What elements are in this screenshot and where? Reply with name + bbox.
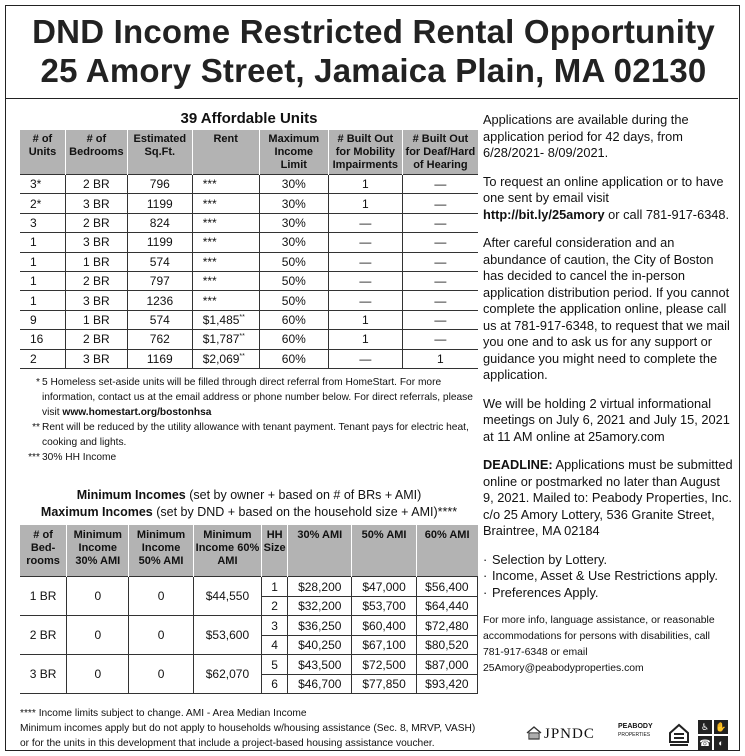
table-cell-a60: $93,420	[416, 674, 477, 694]
table-cell-units: 16	[20, 330, 65, 349]
col-bedrooms: # of Bedrooms	[65, 130, 127, 175]
col-sqft: Estimated Sq.Ft.	[127, 130, 192, 175]
note-mark: ***	[28, 451, 40, 463]
table-cell-a60: $80,520	[416, 635, 477, 655]
table-cell-rent	[192, 310, 259, 329]
rent-value: ***	[202, 177, 217, 192]
wheelchair-icon: ♿	[698, 720, 712, 734]
col-ami-50: 50% AMI	[352, 525, 416, 577]
table-cell-hh: 3	[262, 616, 288, 636]
table-cell-a60: $72,480	[416, 616, 477, 636]
table-cell-a60: $56,400	[416, 577, 477, 597]
table-cell-mobility: 1	[328, 194, 402, 213]
table-cell-sqft: 1199	[127, 194, 192, 213]
table-cell-sqft: 574	[127, 310, 192, 329]
table-row	[20, 252, 478, 271]
sign-language-icon: ✋	[715, 722, 727, 732]
table-cell-bedrooms: 3 BR	[65, 349, 127, 368]
application-link[interactable]: http://bit.ly/25amory	[483, 206, 605, 222]
table-cell-rent	[192, 271, 259, 290]
table-cell-units: 3	[20, 213, 65, 232]
table-cell-deaf: —	[402, 330, 478, 349]
table-cell-units: 1	[20, 252, 65, 271]
table-cell-sqft: 574	[127, 252, 192, 271]
table-cell-bedrooms: 1 BR	[65, 252, 127, 271]
income-table	[20, 525, 478, 695]
page-title	[6, 12, 741, 90]
table-cell-a50: $47,000	[352, 577, 416, 597]
table-cell-limit: 60%	[259, 330, 328, 349]
max-income-heading	[20, 504, 478, 521]
jpndc-logo	[526, 726, 595, 743]
table-cell-bedrooms: 2 BR	[65, 330, 127, 349]
rent-value: $1,485	[202, 312, 240, 327]
table-cell-sqft: 1236	[127, 291, 192, 310]
col-deaf: # Built Out for Deaf/Hard of Hearing	[402, 130, 478, 175]
col-ami-60: 60% AMI	[416, 525, 477, 577]
table-cell-a30: $32,200	[288, 596, 352, 616]
table-cell-hh: 6	[262, 674, 288, 694]
requirements-list	[483, 552, 733, 602]
table-cell-deaf: —	[402, 291, 478, 310]
meetings-text: We will be holding 2 virtual informational meetings on July 6, 2021 and July 15, 2021 at 11 AM online at 25amory.com	[483, 395, 730, 444]
table-cell-rent	[192, 194, 259, 213]
table-cell-bedrooms: 2 BR	[65, 175, 127, 194]
right-column	[483, 112, 733, 689]
income-footnotes	[20, 706, 478, 751]
table-cell-deaf: —	[402, 252, 478, 271]
table-row	[20, 310, 478, 329]
table-cell-rent	[192, 252, 259, 271]
list-item: · Income, Asset & Use Restrictions apply.	[483, 568, 733, 585]
table-row	[20, 616, 478, 636]
min-income-heading	[20, 487, 478, 504]
table-cell-bedrooms: 1 BR	[65, 310, 127, 329]
rent-mark: **	[239, 352, 245, 360]
title-line-2: 25 Amory Street, Jamaica Plain, MA 02130	[40, 52, 707, 89]
table-cell-a50: $60,400	[352, 616, 416, 636]
footnote-minimums: Minimum incomes apply but do not apply to households w/housing assistance (Sec. 8, MRVP, VASH) or for the units in this development that include a project-based housing assistance voucher.	[20, 723, 476, 750]
table-cell-a60: $87,000	[416, 655, 477, 675]
table-cell-limit: 60%	[259, 349, 328, 368]
table-cell-rent	[192, 233, 259, 252]
table-cell-bedrooms: 3 BR	[65, 194, 127, 213]
min-income-rest: (set by owner + based on # of BRs + AMI)	[185, 487, 422, 502]
col-min-30: Minimum Income 30% AMI	[67, 525, 129, 577]
table-cell-min60: $53,600	[193, 616, 261, 655]
table-cell-units: 1	[20, 291, 65, 310]
table-row	[20, 291, 478, 310]
table-cell-min50: 0	[129, 616, 193, 655]
col-max-income: Maximum Income Limit	[259, 130, 328, 175]
table-cell-bedrooms: 2 BR	[65, 213, 127, 232]
table-cell-limit: 30%	[259, 233, 328, 252]
table-cell-units: 9	[20, 310, 65, 329]
table-cell-a50: $67,100	[352, 635, 416, 655]
table-cell-hh: 4	[262, 635, 288, 655]
table-row	[20, 349, 478, 368]
table-cell-units: 1	[20, 233, 65, 252]
table-cell-bedrooms: 3 BR	[65, 233, 127, 252]
units-table-title: 39 Affordable Units	[180, 110, 318, 127]
accessibility-icon	[698, 720, 728, 750]
col-bed-rooms: # of Bed-rooms	[20, 525, 67, 577]
table-cell-rent	[192, 291, 259, 310]
table-cell-sqft: 1199	[127, 233, 192, 252]
table-cell-a30: $46,700	[288, 674, 352, 694]
table-cell-min50: 0	[129, 577, 193, 616]
col-ami-30: 30% AMI	[288, 525, 352, 577]
list-item: · Selection by Lottery.	[483, 552, 733, 569]
table-cell-deaf: —	[402, 213, 478, 232]
table-cell-mobility: —	[328, 291, 402, 310]
table-row	[20, 577, 478, 597]
table-cell-min60: $44,550	[193, 577, 261, 616]
title-divider	[6, 98, 738, 99]
max-income-rest: (set by DND + based on the household size + AMI)****	[152, 504, 458, 519]
table-cell-limit: 30%	[259, 194, 328, 213]
income-heading	[20, 487, 478, 521]
table-row	[20, 233, 478, 252]
table-cell-a30: $43,500	[288, 655, 352, 675]
homestart-link[interactable]: www.homestart.org/bostonhsa	[62, 406, 212, 418]
note-mark: *	[36, 376, 40, 388]
list-item: · Preferences Apply.	[483, 585, 733, 602]
table-cell-units: 1	[20, 271, 65, 290]
affordable-units-table	[20, 130, 478, 369]
table-cell-limit: 60%	[259, 310, 328, 329]
table-cell-mobility: —	[328, 213, 402, 232]
rent-value: ***	[202, 274, 217, 289]
table-cell-sqft: 1169	[127, 349, 192, 368]
table-cell-deaf: —	[402, 175, 478, 194]
flyer-frame	[5, 5, 740, 751]
note-text: 5 Homeless set-aside units will be filled through direct referral from HomeStart. For more information, contact us at the email address or phone number below. For direct referrals, please visit	[42, 376, 473, 418]
table-cell-mobility: —	[328, 349, 402, 368]
table-cell-limit: 50%	[259, 271, 328, 290]
peabody-text: PEABODY	[618, 723, 653, 730]
table-cell-mobility: —	[328, 233, 402, 252]
rent-value: ***	[202, 196, 217, 211]
note-homeless	[20, 375, 478, 420]
contact-text: For more info, language assistance, or reasonable accommodations for persons with disabilities, call 781-917-6348 or email 25Amory@peabodyproperties.com	[483, 615, 715, 674]
table-cell-rent	[192, 330, 259, 349]
table-cell-a30: $28,200	[288, 577, 352, 597]
jpndc-text: JPNDC	[544, 726, 595, 742]
col-min-50: Minimum Income 50% AMI	[129, 525, 193, 577]
peabody-logo	[618, 723, 653, 739]
table-cell-bedrooms: 3 BR	[20, 655, 67, 694]
table-cell-a50: $72,500	[352, 655, 416, 675]
table-cell-rent	[192, 175, 259, 194]
tty-icon: ☎	[699, 738, 711, 748]
units-notes	[20, 375, 478, 465]
request-pre: To request an online application or to have one sent by email visit	[483, 173, 724, 205]
table-cell-mobility: 1	[328, 310, 402, 329]
table-cell-hh: 5	[262, 655, 288, 675]
table-cell-deaf: —	[402, 271, 478, 290]
table-row	[20, 655, 478, 675]
table-cell-min30: 0	[67, 655, 129, 694]
rent-value: ***	[202, 254, 217, 269]
deadline-text	[483, 457, 733, 540]
table-cell-mobility: —	[328, 252, 402, 271]
rent-mark: **	[239, 313, 245, 321]
table-row	[20, 271, 478, 290]
request-post: or call 781-917-6348.	[608, 206, 730, 222]
units-header-row	[20, 130, 478, 175]
table-cell-limit: 50%	[259, 291, 328, 310]
cancellation-text: After careful consideration and an abundance of caution, the City of Boston has decided to cancel the in-person application distribution period. If you cannot complete the application online, please call us at 781-917-6348, to request that we mail you one and to ask us for any support or guidance you might need to complete the application.	[483, 235, 730, 382]
deadline-body: Applications must be submitted online or postmarked no later than August 9, 2021. Mailed to: Peabody Properties, Inc. c/o 25 Amory Lottery, 536 Granite Street, Braintree, MA 02184	[483, 457, 733, 538]
note-text: Rent will be reduced by the utility allowance with tenant payment. Tenant pays for electric heat, cooking and lights.	[42, 421, 469, 448]
col-rent: Rent	[192, 130, 259, 175]
table-cell-deaf: —	[402, 233, 478, 252]
table-cell-rent	[192, 349, 259, 368]
table-cell-rent	[192, 213, 259, 232]
title-line-1: DND Income Restricted Rental Opportunity	[32, 13, 715, 50]
rent-mark: **	[239, 333, 245, 341]
table-cell-min30: 0	[67, 616, 129, 655]
col-min-60: Minimum Income 60% AMI	[193, 525, 261, 577]
col-units: # of Units	[20, 130, 65, 175]
equal-housing-opportunity-icon	[668, 722, 690, 748]
note-hh-income	[20, 450, 478, 465]
col-mobility: # Built Out for Mobility Impairments	[328, 130, 402, 175]
min-income-bold: Minimum Incomes	[76, 487, 186, 502]
table-cell-deaf: —	[402, 310, 478, 329]
table-cell-a60: $64,440	[416, 596, 477, 616]
note-rent	[20, 420, 478, 450]
hearing-icon: ◐	[714, 736, 728, 750]
table-cell-units: 2	[20, 349, 65, 368]
table-cell-limit: 50%	[259, 252, 328, 271]
deadline-label: DEADLINE:	[483, 457, 553, 472]
table-cell-bedrooms: 2 BR	[20, 616, 67, 655]
peabody-sub: PROPERTIES	[618, 732, 651, 738]
table-cell-a30: $36,250	[288, 616, 352, 636]
rent-value: $2,069	[202, 351, 240, 366]
table-cell-deaf: —	[402, 194, 478, 213]
table-cell-min60: $62,070	[193, 655, 261, 694]
footnote-limits: **** Income limits subject to change. AMI - Area Median Income	[20, 708, 307, 720]
table-row	[20, 213, 478, 232]
left-column	[20, 108, 478, 751]
availability-text: Applications are available during the application period for 42 days, from 6/28/2021- 8/09/2021.	[483, 112, 689, 160]
col-hh-size: HH Size	[262, 525, 288, 577]
table-cell-bedrooms: 2 BR	[65, 271, 127, 290]
house-icon	[526, 726, 542, 740]
table-cell-sqft: 797	[127, 271, 192, 290]
table-cell-deaf: 1	[402, 349, 478, 368]
table-cell-hh: 2	[262, 596, 288, 616]
request-text	[483, 174, 733, 224]
table-cell-min30: 0	[67, 577, 129, 616]
table-cell-sqft: 796	[127, 175, 192, 194]
table-cell-mobility: —	[328, 271, 402, 290]
rent-value: ***	[202, 215, 217, 230]
table-row	[20, 194, 478, 213]
rent-value: ***	[202, 235, 217, 250]
table-cell-bedrooms: 3 BR	[65, 291, 127, 310]
table-row	[20, 175, 478, 194]
note-mark: **	[32, 421, 40, 433]
rent-value: ***	[202, 293, 217, 308]
income-header-row	[20, 525, 478, 577]
rent-value: $1,787	[202, 332, 240, 347]
table-cell-limit: 30%	[259, 213, 328, 232]
table-cell-mobility: 1	[328, 330, 402, 349]
table-cell-sqft: 762	[127, 330, 192, 349]
table-cell-limit: 30%	[259, 175, 328, 194]
table-cell-units: 3*	[20, 175, 65, 194]
logo-row	[526, 718, 736, 752]
table-cell-a30: $40,250	[288, 635, 352, 655]
table-cell-a50: $77,850	[352, 674, 416, 694]
table-cell-a50: $53,700	[352, 596, 416, 616]
table-cell-hh: 1	[262, 577, 288, 597]
table-cell-units: 2*	[20, 194, 65, 213]
table-cell-sqft: 824	[127, 213, 192, 232]
table-cell-mobility: 1	[328, 175, 402, 194]
table-row	[20, 330, 478, 349]
max-income-bold: Maximum Incomes	[40, 504, 153, 519]
table-cell-min50: 0	[129, 655, 193, 694]
note-text: 30% HH Income	[42, 451, 117, 463]
table-cell-bedrooms: 1 BR	[20, 577, 67, 616]
